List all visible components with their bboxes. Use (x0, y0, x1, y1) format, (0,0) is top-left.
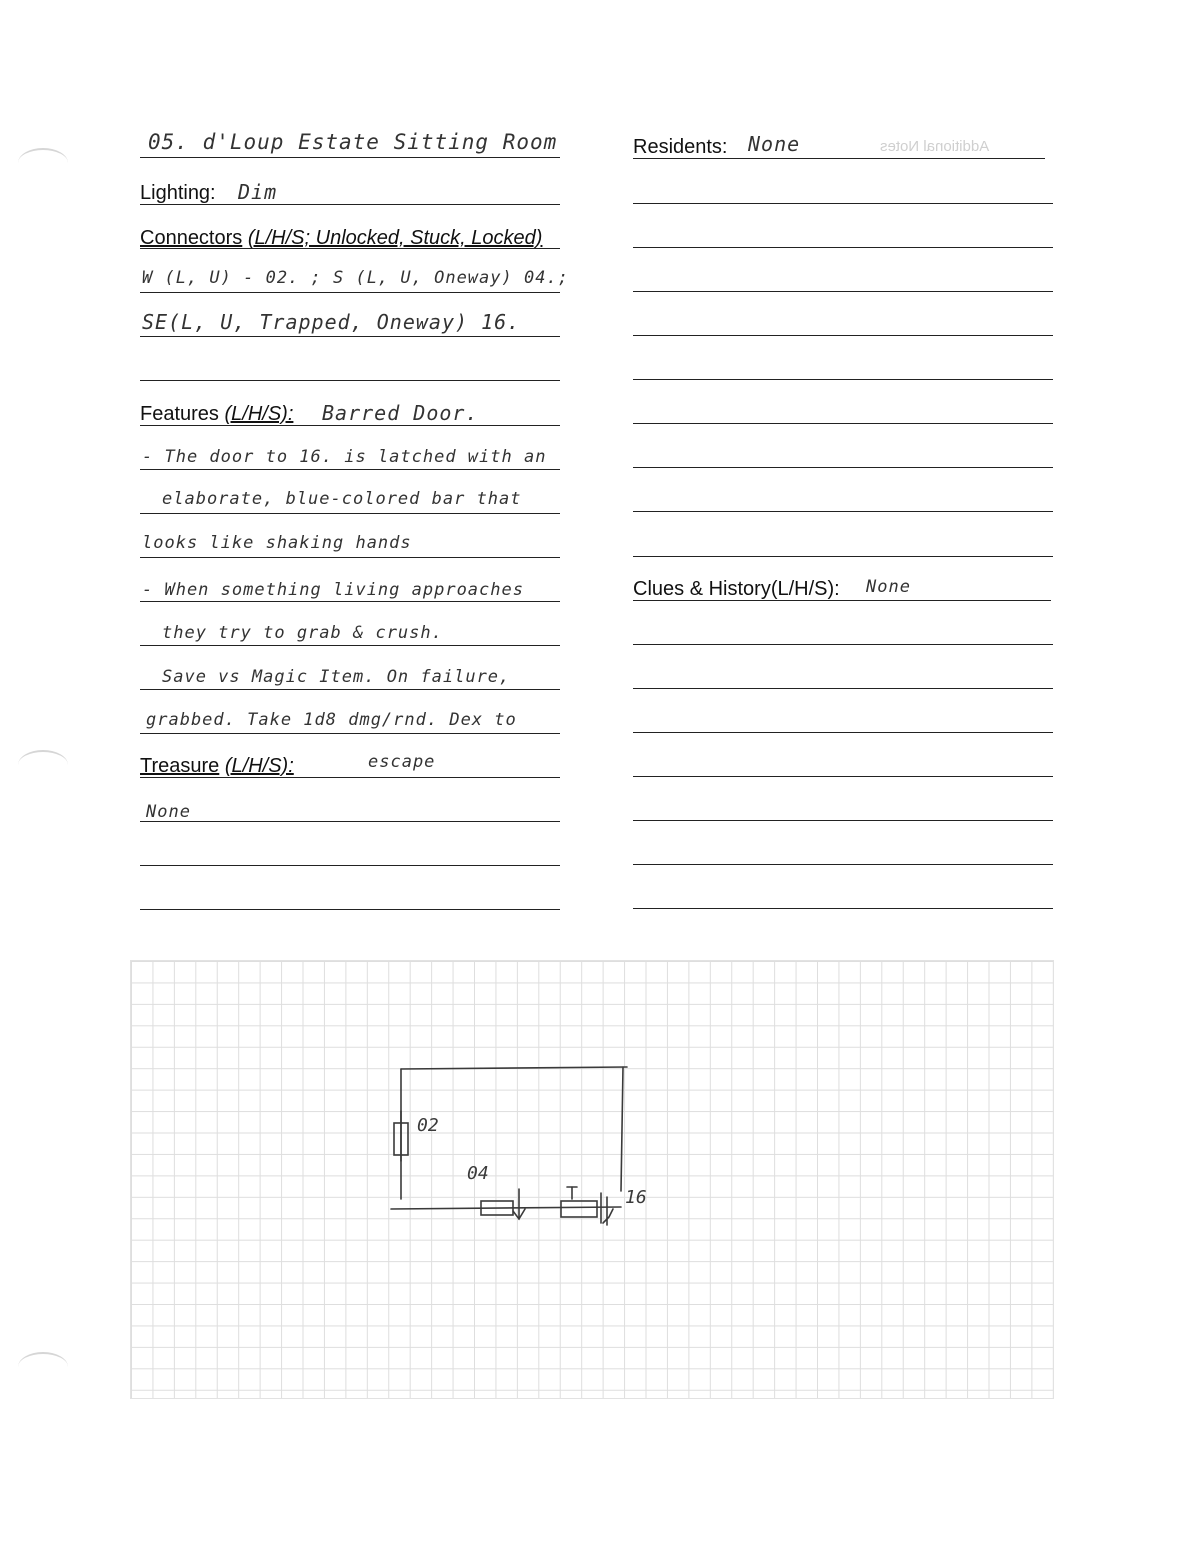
rule-line (140, 909, 560, 910)
rule-line (140, 865, 560, 866)
features-hint: (L/H/S): (224, 403, 294, 425)
rule-line (140, 557, 560, 558)
map-wall-east (621, 1067, 623, 1191)
rule-line (633, 908, 1053, 909)
rule-line (140, 204, 560, 205)
rule-line (140, 248, 560, 249)
treasure-label-text: Treasure (140, 755, 220, 777)
features-line-9[interactable]: escape (368, 752, 436, 772)
connectors-label-text: Connectors (140, 227, 243, 249)
bleed-through-text: Additional Notes (880, 138, 990, 155)
map-grid[interactable] (130, 960, 1054, 1399)
rule-line (633, 291, 1053, 292)
map-oneway-arrow-se (603, 1209, 613, 1223)
rule-line (140, 469, 560, 470)
rule-line (140, 645, 560, 646)
rule-line (140, 733, 560, 734)
map-door-se (561, 1201, 597, 1217)
rule-line (140, 821, 560, 822)
rule-line (140, 513, 560, 514)
features-label (140, 403, 293, 426)
connectors-line-2[interactable]: SE(L, U, Trapped, Oneway) 16. (142, 310, 521, 334)
room-map (131, 961, 1053, 1398)
map-label-16: 16 (625, 1187, 647, 1208)
features-line-7[interactable]: Save vs Magic Item. On failure, (162, 667, 511, 687)
features-line-2[interactable]: - The door to 16. is latched with an (142, 447, 547, 467)
rule-line (633, 776, 1053, 777)
map-wall-north (401, 1067, 627, 1069)
binder-hole-middle (18, 750, 68, 780)
rule-line (633, 864, 1053, 865)
clues-value[interactable]: None (866, 577, 911, 597)
rule-line (633, 335, 1053, 336)
rule-line (140, 336, 560, 337)
connectors-label (140, 227, 542, 250)
rule-line (633, 600, 1051, 601)
residents-label: Residents: (633, 136, 728, 158)
rule-line (633, 688, 1053, 689)
lighting-label: Lighting: (140, 182, 216, 204)
rule-line (633, 511, 1053, 512)
clues-label: Clues & History(L/H/S): (633, 578, 840, 600)
rule-line (633, 203, 1053, 204)
map-wall-south (391, 1207, 621, 1209)
rule-line (140, 380, 560, 381)
rule-line (633, 644, 1053, 645)
residents-value[interactable]: None (748, 132, 801, 156)
rule-line (140, 425, 560, 426)
map-label-04: 04 (467, 1163, 489, 1184)
rule-line (140, 689, 560, 690)
features-line-3[interactable]: elaborate, blue-colored bar that (162, 489, 522, 509)
binder-hole-bottom (18, 1352, 68, 1382)
treasure-label (140, 755, 294, 778)
rule-line (633, 158, 1045, 159)
treasure-value[interactable]: None (146, 802, 191, 822)
treasure-hint: (L/H/S): (224, 755, 294, 777)
features-line-6[interactable]: they try to grab & crush. (162, 623, 443, 643)
rule-line (633, 732, 1053, 733)
features-line-5[interactable]: - When something living approaches (142, 580, 524, 600)
binder-hole-top (18, 148, 68, 178)
features-line-1[interactable]: Barred Door. (322, 401, 479, 425)
rule-line (633, 247, 1053, 248)
connectors-line-1[interactable]: W (L, U) - 02. ; S (L, U, Oneway) 04.; (142, 268, 569, 288)
room-title[interactable]: 05. d'Loup Estate Sitting Room (148, 130, 558, 154)
rule-line (140, 292, 560, 293)
rule-line (633, 423, 1053, 424)
map-label-02: 02 (417, 1115, 439, 1136)
features-line-4[interactable]: looks like shaking hands (142, 533, 412, 553)
rule-line (140, 157, 560, 158)
rule-line (633, 467, 1053, 468)
connectors-hint: (L/H/S; Unlocked, Stuck, Locked) (247, 227, 543, 249)
rule-line (140, 777, 560, 778)
features-line-8[interactable]: grabbed. Take 1d8 dmg/rnd. Dex to (146, 710, 517, 730)
rule-line (633, 379, 1053, 380)
features-label-text: Features (140, 403, 219, 425)
lighting-value[interactable]: Dim (238, 180, 278, 204)
rule-line (633, 820, 1053, 821)
rule-line (140, 601, 560, 602)
rule-line (633, 556, 1053, 557)
